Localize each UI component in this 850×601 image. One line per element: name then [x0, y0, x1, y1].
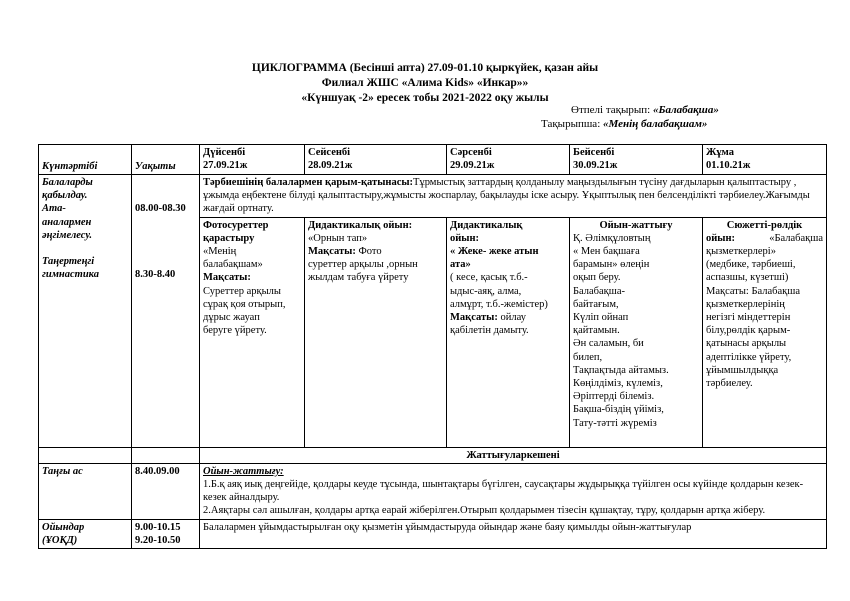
subtopic-line — [541, 118, 707, 131]
tue-activity — [305, 217, 447, 447]
goal-label: Мақсаты: — [450, 312, 498, 324]
goal-text: беруге үйрету. — [203, 325, 267, 337]
games-label-line: Ойындар — [42, 521, 85, 533]
subtopic-value: «Менің балабақшам» — [603, 118, 708, 130]
group-year: «Күншуақ -2» ересек тобы 2021-2022 оқу жылы — [301, 92, 549, 104]
day-date: 30.09.21ж — [573, 160, 618, 172]
day-date: 28.09.21ж — [308, 160, 353, 172]
time-slot: 08.00-08.30 — [135, 203, 186, 214]
games-label-line: (ҰОҚД) — [42, 534, 78, 546]
subtopic-label: Тақырыпша: — [541, 118, 601, 130]
day-name: Сәрсенбі — [450, 147, 492, 158]
interaction-label: Тәрбиешінің балалармен қарым-қатынасы: — [203, 177, 414, 188]
activity-text: «Менің — [203, 246, 237, 258]
empty-cell — [39, 447, 132, 463]
exercise-title: Ойын-жаттығу: — [203, 465, 284, 477]
games-row — [39, 519, 827, 548]
day-header-tue — [305, 145, 447, 175]
goal-label: Мақсаты: — [308, 246, 356, 258]
activity-line: әңгімелесу. — [42, 229, 92, 241]
activity-text: «Балабақша — [769, 232, 823, 244]
goal-text: жылдам табуға үйрету — [308, 272, 409, 284]
gymnastics-line: Таңертеңгі — [42, 256, 95, 268]
poem-line: оқып беру. — [573, 272, 621, 284]
topic-label: Өтпелі тақырып: — [571, 104, 651, 116]
exercise-item-1: 1.Б.қ аяқ иық деңгейіде, қолдары кеуде тұсында, шынтақтары бүгілген, саусақтары жұдырыққа түйілген осы күйінде қолдарын кезек-кезек айналдыру. — [203, 479, 804, 504]
activity-detail: ыдыс-аяқ, алма, — [450, 285, 522, 297]
time-slot: 9.20-10.50 — [135, 534, 181, 546]
exercise-header-row — [39, 447, 827, 463]
activity-text: «Орнын тап» — [308, 232, 368, 244]
activity-title: Сюжетті-рөлдік — [726, 219, 803, 231]
breakfast-content — [200, 463, 827, 519]
activity-text: тәрбиелеу. — [706, 378, 753, 390]
exercise-header: Жаттығуларкешені — [200, 447, 827, 463]
interaction-text: Тұрмыстық заттардың қолданылу маңыздылығын түсіну дағдыларын қалыптастыру , ұжымда еңбектене білуді қалыптастыру,жұмысты жоспарлау, бақылауды іске асыру. Ұқыптылық пен белсенділікті тәрбиелеу.Жағымды жағдай ортнату. — [203, 177, 810, 215]
exercise-item-2: 2.Аяқтары сәл ашылған, қолдары артқа еарай жіберілген.Отырып қолдарымен тізесін құшақтау, тұру, қолдарын артқа жіберу. — [203, 505, 766, 517]
activity-title: Дидактикалық — [450, 219, 523, 231]
poem-line: Тату-тәтті жүреміз — [573, 417, 657, 429]
breakfast-time: 8.40.09.00 — [132, 463, 200, 519]
activity-line: Ата- — [42, 203, 66, 215]
activity-title: ойын: — [706, 232, 736, 244]
col-schedule-header: Күнтәртібі — [39, 145, 132, 175]
activity-text: білу,рөлдік қарым- — [706, 325, 791, 337]
activity-text: негізгі міндеттерін — [706, 312, 791, 324]
activity-text: аспазшы, күзетші) — [706, 272, 789, 284]
day-name: Бейсенбі — [573, 147, 615, 158]
activity-line: аналармен — [42, 216, 92, 228]
morning-time-cell — [132, 175, 200, 448]
goal-text: ойлау — [497, 312, 526, 324]
mon-activity — [200, 217, 305, 447]
time-slot: 8.30-8.40 — [135, 269, 176, 281]
day-header-wed — [447, 145, 570, 175]
goal-text: сұрақ қоя отырып, — [203, 298, 286, 310]
time-slot: 9.00-10.15 — [135, 521, 181, 533]
poem-line: Күліп ойнап — [573, 312, 629, 324]
thu-activity — [570, 217, 703, 447]
games-content: Балалармен ұйымдастырылған оқу қызметін ұйымдастыруда ойындар және баяу қимылды ойын-жаттығулар — [200, 519, 827, 548]
gymnastics-line: гимнастика — [42, 269, 99, 281]
activity-text: әдептілікке үйрету, — [706, 351, 792, 363]
day-name: Жұма — [706, 147, 734, 158]
topic-value: «Балабақша» — [652, 104, 719, 116]
activity-title: Фотосуреттер — [203, 219, 269, 231]
day-header-mon — [200, 145, 305, 175]
activity-text: « Жеке- жеке атын — [450, 246, 539, 258]
poem-line: Бақша-біздің үйіміз, — [573, 404, 664, 416]
day-name: Дүйсенбі — [203, 147, 246, 158]
day-date: 01.10.21ж — [706, 160, 751, 172]
activity-text: қызметкерлері» — [706, 246, 776, 258]
goal-text: қабілетін дамыту. — [450, 325, 529, 337]
empty-cell — [132, 447, 200, 463]
activity-text: қызметкерлерінің — [706, 298, 785, 310]
morning-schedule-cell — [39, 175, 132, 448]
poem-line: Ән саламын, би — [573, 338, 644, 350]
morning-intro-row — [39, 175, 827, 218]
activity-line: Балаларды — [42, 177, 93, 188]
day-date: 27.09.21ж — [203, 160, 248, 172]
activity-text: ата» — [450, 259, 471, 271]
teacher-interaction-cell — [200, 175, 827, 218]
poem-line: Әріптерді білеміз. — [573, 391, 655, 403]
goal-text: Фото — [355, 246, 382, 258]
day-header-thu — [570, 145, 703, 175]
document-title: ЦИКЛОГРАММА (Бесінші апта) 27.09-01.10 қыркүйек, қазан айы — [251, 62, 599, 74]
activity-line: қабылдау. — [42, 190, 88, 202]
activity-title: Ойын-жаттығу — [599, 219, 673, 231]
poem-line: « Мен бақшаға — [573, 246, 640, 258]
topic-line — [571, 104, 719, 117]
poem-line: Қ. Әлімқұловтың — [573, 232, 651, 244]
activity-text: Мақсаты: Балабақша — [706, 285, 800, 297]
col-time-header: Уақыты — [132, 145, 200, 175]
wed-activity — [447, 217, 570, 447]
activity-detail: ( кесе, қасық т.б.- — [450, 272, 528, 284]
poem-line: қайтамын. — [573, 325, 620, 337]
goal-label: Мақсаты: — [203, 272, 251, 284]
activity-detail: алмұрт, т.б.-жемістер) — [450, 298, 548, 310]
poem-line: Тақпақтыда айтамыз. — [573, 364, 669, 376]
activity-text: балабақшам» — [203, 259, 263, 271]
activity-title: ойын: — [450, 232, 480, 244]
poem-line: билеп, — [573, 351, 603, 363]
poem-line: Көңілдіміз, күлеміз, — [573, 378, 663, 390]
goal-text: Суреттер арқылы — [203, 285, 281, 297]
goal-text: дұрыс жауап — [203, 312, 260, 324]
breakfast-label: Таңғы ас — [39, 463, 132, 519]
cyclogram-table — [38, 144, 827, 549]
poem-line: барамын» өлеңін — [573, 259, 650, 271]
fri-activity — [703, 217, 827, 447]
header-row — [39, 145, 827, 175]
activity-text: қатынасы арқылы — [706, 338, 787, 350]
day-name: Сейсенбі — [308, 147, 351, 158]
day-header-fri — [703, 145, 827, 175]
poem-line: Балабақша- — [573, 285, 626, 297]
activity-title: Дидактикалық ойын: — [308, 219, 413, 231]
activity-text: ұйымшылдыққа — [706, 364, 779, 376]
breakfast-row — [39, 463, 827, 519]
branch-name: Филиал ЖШС «Алима Kids» «Инкар»» — [321, 77, 529, 89]
activity-text: (медбике, тәрбиеші, — [706, 259, 796, 271]
goal-text: суреттер арқылы ,орнын — [308, 259, 418, 271]
poem-line: байтағым, — [573, 298, 619, 310]
activity-title: қарастыру — [203, 232, 255, 244]
games-time — [132, 519, 200, 548]
games-label — [39, 519, 132, 548]
day-date: 29.09.21ж — [450, 160, 495, 172]
